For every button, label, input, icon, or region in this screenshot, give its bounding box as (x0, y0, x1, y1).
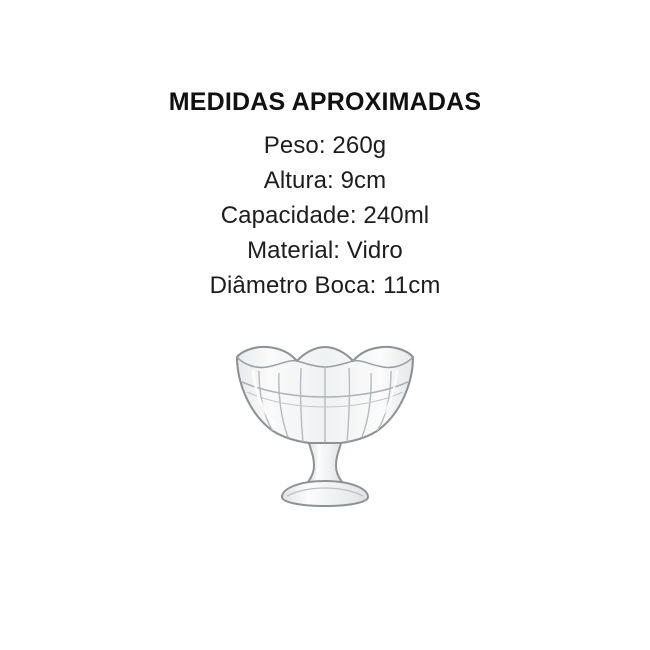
bowl-foot (282, 481, 368, 506)
page-title: MEDIDAS APROXIMADAS (168, 88, 482, 116)
spec-line-height: Altura: 9cm (263, 167, 387, 194)
spec-line-mouth-diameter: Diâmetro Boca: 11cm (209, 272, 441, 299)
bowl-stem (308, 443, 342, 482)
product-image-area (0, 330, 650, 540)
spec-line-capacity: Capacidade: 240ml (220, 202, 430, 229)
bowl-body (237, 347, 413, 444)
spec-line-weight: Peso: 260g (263, 132, 387, 159)
glass-dessert-bowl-image (225, 330, 425, 510)
spec-line-material: Material: Vidro (247, 237, 403, 264)
specifications-block (0, 88, 650, 303)
